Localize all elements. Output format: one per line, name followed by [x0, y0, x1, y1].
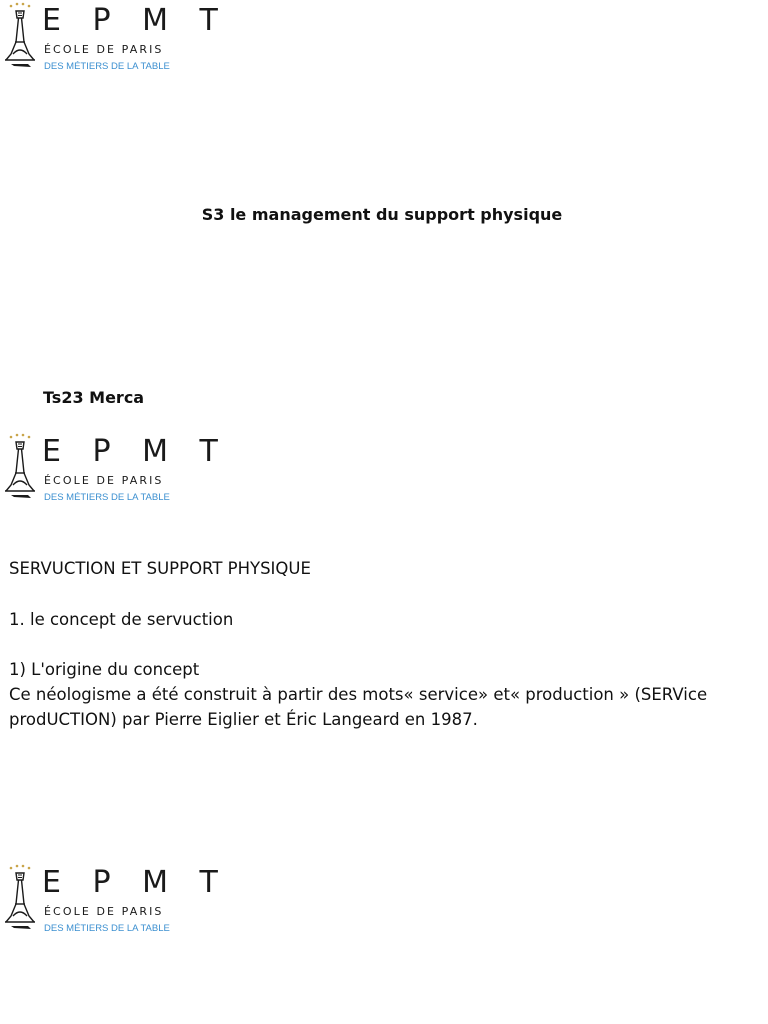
section-heading: SERVUCTION ET SUPPORT PHYSIQUE — [9, 559, 311, 578]
logo-tagline: DES MÉTIERS DE LA TABLE — [44, 923, 170, 934]
logo-school-name: ÉCOLE DE PARIS — [44, 474, 164, 487]
logo-tagline: DES MÉTIERS DE LA TABLE — [44, 492, 170, 503]
eiffel-tower-icon — [2, 2, 38, 72]
document-title: S3 le management du support physique — [201, 205, 563, 224]
epmt-logo — [0, 864, 229, 936]
course-code: Ts23 Merca — [43, 388, 145, 407]
eiffel-tower-icon — [2, 864, 38, 934]
logo-tagline: DES MÉTIERS DE LA TABLE — [44, 61, 170, 72]
paragraph-line: prodUCTION) par Pierre Eiglier et Éric Langeard en 1987. — [9, 710, 478, 729]
logo-brand: E P M T — [42, 865, 229, 900]
point-heading: 1) L'origine du concept — [9, 660, 200, 679]
logo-school-name: ÉCOLE DE PARIS — [44, 905, 164, 918]
logo-school-name: ÉCOLE DE PARIS — [44, 43, 164, 56]
logo-brand: E P M T — [42, 434, 229, 469]
epmt-logo — [0, 433, 229, 505]
logo-brand: E P M T — [42, 3, 229, 38]
paragraph-line: Ce néologisme a été construit à partir des mots« service» et« production » (SERVice — [9, 685, 708, 704]
epmt-logo — [0, 2, 229, 74]
subsection-heading: 1. le concept de servuction — [9, 610, 234, 629]
eiffel-tower-icon — [2, 433, 38, 503]
